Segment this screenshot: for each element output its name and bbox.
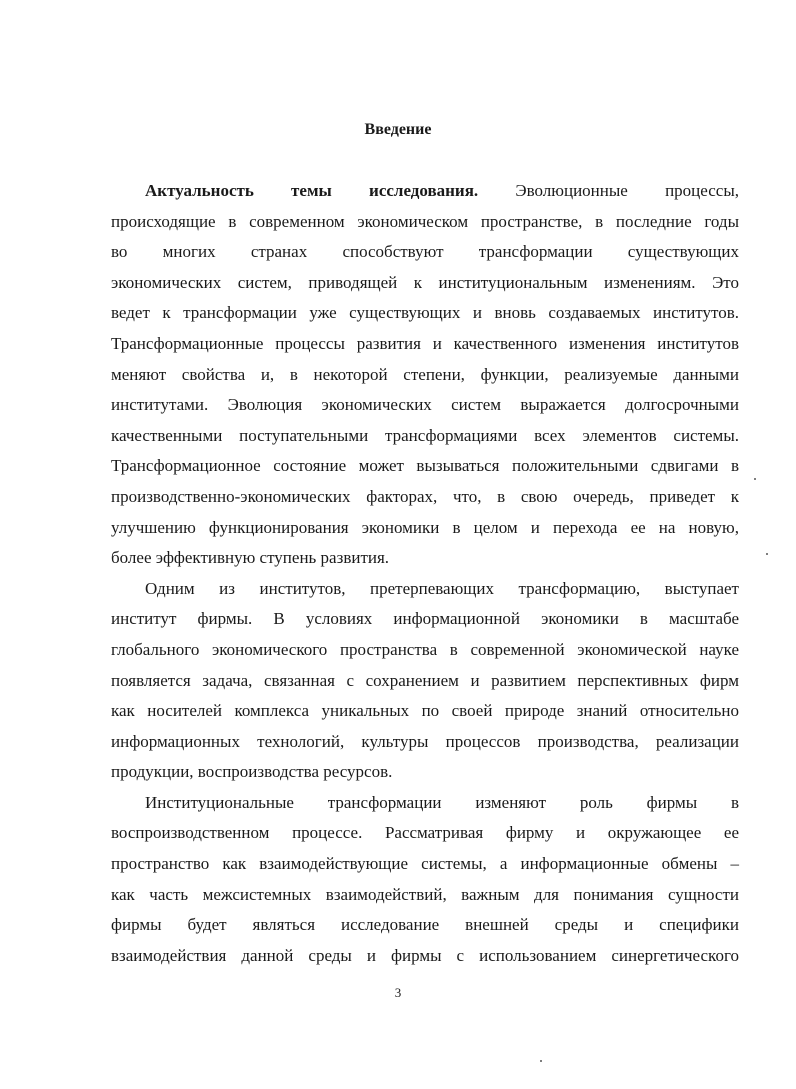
text-line bbox=[111, 176, 739, 207]
page-number: 3 bbox=[394, 985, 402, 1000]
text-line: информационных технологий, культуры процессов производства, реализации bbox=[111, 731, 739, 751]
text-line: Институциональные трансформации изменяют роль фирмы в bbox=[145, 792, 739, 812]
text-line: фирмы будет являться исследование внешней среды и специфики bbox=[111, 915, 739, 935]
text-line: производственно-экономических факторах, что, в свою очередь, приведет к bbox=[111, 486, 739, 506]
text-line: пространство как взаимодействующие системы, а информационные обмены – bbox=[111, 854, 739, 874]
text-line: качественными поступательными трансформациями всех элементов системы. bbox=[111, 425, 739, 445]
text-line: происходящие в современном экономическом пространстве, в последние годы bbox=[111, 211, 739, 231]
paragraph-3 bbox=[111, 788, 739, 972]
lead-phrase: Актуальность темы исследования. bbox=[145, 181, 479, 200]
text-line: Трансформационные процессы развития и качественного изменения институтов bbox=[111, 333, 739, 353]
text-line: продукции, воспроизводства ресурсов. bbox=[111, 762, 393, 782]
body-text bbox=[111, 176, 739, 971]
text-line: улучшению функционирования экономики в целом и перехода ее на новую, bbox=[111, 517, 739, 537]
text-line: Одним из институтов, претерпевающих трансформацию, выступает bbox=[145, 578, 739, 598]
text-line: более эффективную ступень развития. bbox=[111, 548, 390, 568]
text-line: взаимодействия данной среды и фирмы с использованием синергетического bbox=[111, 945, 739, 965]
page-heading: Введение bbox=[364, 121, 432, 138]
text-line: экономических систем, приводящей к институциональным изменениям. Это bbox=[111, 272, 739, 292]
scan-speck bbox=[754, 478, 756, 480]
text-line: меняют свойства и, в некоторой степени, функции, реализуемые данными bbox=[111, 364, 739, 384]
text-line: как часть межсистемных взаимодействий, важным для понимания сущности bbox=[111, 884, 739, 904]
text-line: появляется задача, связанная с сохранением и развитием перспективных фирм bbox=[111, 670, 739, 690]
scan-speck bbox=[766, 553, 768, 555]
text-line: институт фирмы. В условиях информационной экономики в масштабе bbox=[111, 609, 739, 629]
text-line: как носителей комплекса уникальных по своей природе знаний относительно bbox=[111, 701, 739, 721]
text-line: воспроизводственном процессе. Рассматривая фирму и окружающее ее bbox=[111, 823, 739, 843]
text-line: ведет к трансформации уже существующих и вновь создаваемых институтов. bbox=[111, 303, 739, 323]
text-line: институтами. Эволюция экономических систем выражается долгосрочными bbox=[111, 395, 739, 415]
paragraph-1 bbox=[111, 176, 739, 574]
paragraph-2 bbox=[111, 574, 739, 788]
text-line: Трансформационное состояние может вызываться положительными сдвигами в bbox=[111, 456, 739, 476]
text-line: во многих странах способствуют трансформации существующих bbox=[111, 242, 739, 262]
text-line: глобального экономического пространства в современной экономической науке bbox=[111, 639, 739, 659]
scan-speck bbox=[540, 1060, 542, 1062]
text-line-content: Эволюционные процессы, bbox=[478, 181, 739, 200]
